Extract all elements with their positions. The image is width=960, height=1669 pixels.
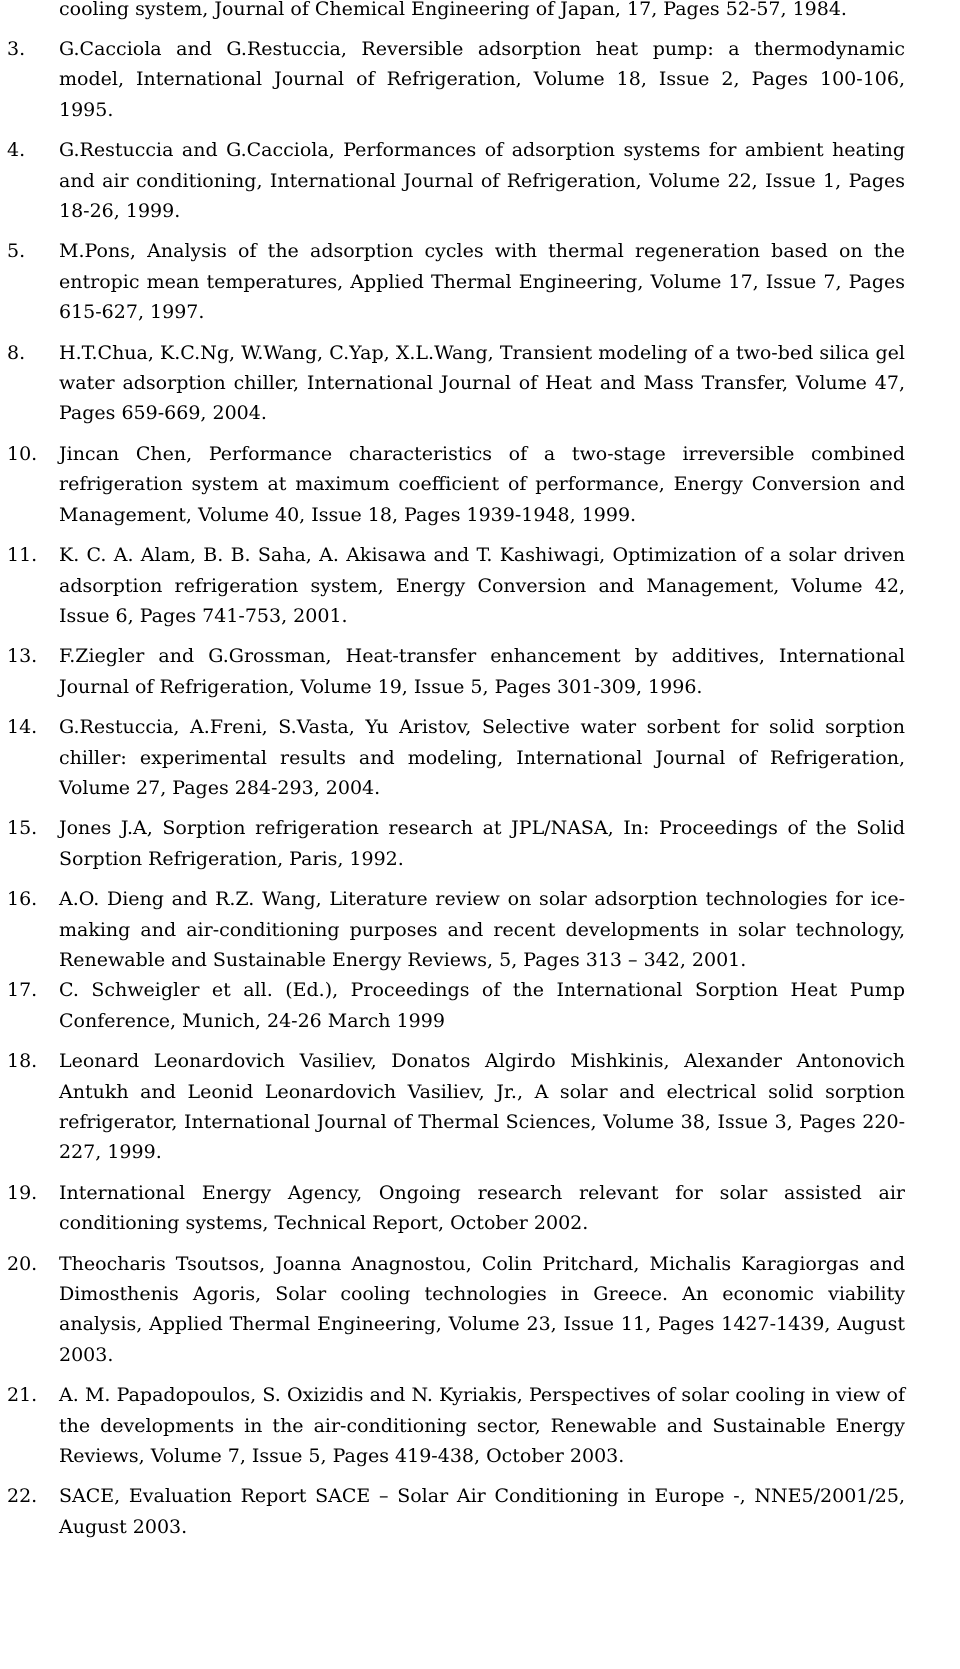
reference-text: International Energy Agency, Ongoing research relevant for solar assisted air conditioning systems, Technical Report, October 2002. (59, 1181, 905, 1235)
reference-number: 8. (7, 341, 26, 364)
reference-text: Jincan Chen, Performance characteristics of a two-stage irreversible combined refrigeration system at maximum coefficient of performance, Energy Conversion and Management, Volume 40, Issue 18, Pages 1939-1948, 1999. (59, 442, 905, 526)
reference-item (7, 641, 905, 702)
reference-number: 10. (7, 442, 38, 465)
reference-item (7, 975, 905, 1036)
reference-text: G.Restuccia and G.Cacciola, Performances of adsorption systems for ambient heating and air conditioning, International Journal of Refrigeration, Volume 22, Issue 1, Pages 18-26, 1999. (59, 139, 905, 223)
reference-list (7, 34, 905, 1542)
reference-number: 13. (7, 645, 38, 668)
reference-number: 17. (7, 979, 38, 1002)
reference-number: 20. (7, 1252, 38, 1275)
reference-continuation: cooling system, Journal of Chemical Engineering of Japan, 17, Pages 52-57, 1984. (59, 0, 847, 20)
reference-item (7, 338, 905, 429)
reference-item (7, 712, 905, 803)
reference-item (7, 1481, 905, 1542)
reference-text: Theocharis Tsoutsos, Joanna Anagnostou, Colin Pritchard, Michalis Karagiorgas and Dimosthenis Agoris, Solar cooling technologies in Greece. An economic viability analysis, Applied Thermal Engineering, Volume 23, Issue 11, Pages 1427-1439, August 2003. (59, 1252, 905, 1366)
reference-text: G.Cacciola and G.Restuccia, Reversible adsorption heat pump: a thermodynamic model, International Journal of Refrigeration, Volume 18, Issue 2, Pages 100-106, 1995. (59, 38, 905, 121)
reference-item (7, 884, 905, 975)
reference-text: G.Restuccia, A.Freni, S.Vasta, Yu Aristov, Selective water sorbent for solid sorption chiller: experimental results and modeling, International Journal of Refrigeration, Volume 27, Pages 284-293, 2004. (59, 716, 905, 799)
reference-item (7, 236, 905, 327)
reference-number: 21. (7, 1384, 38, 1407)
reference-item (7, 439, 905, 530)
reference-number: 16. (7, 888, 38, 911)
reference-number: 5. (7, 240, 26, 263)
reference-text: K. C. A. Alam, B. B. Saha, A. Akisawa and T. Kashiwagi, Optimization of a solar driven adsorption refrigeration system, Energy Conversion and Management, Volume 42, Issue 6, Pages 741-753, 2001. (59, 544, 905, 627)
reference-number: 22. (7, 1485, 38, 1508)
reference-text: H.T.Chua, K.C.Ng, W.Wang, C.Yap, X.L.Wang, Transient modeling of a two-bed silica gel water adsorption chiller, International Journal of Heat and Mass Transfer, Volume 47, Pages 659-669, 2004. (59, 341, 905, 425)
reference-item (7, 135, 905, 226)
reference-item (7, 813, 905, 874)
reference-text: M.Pons, Analysis of the adsorption cycles with thermal regeneration based on the entropic mean temperatures, Applied Thermal Engineering, Volume 17, Issue 7, Pages 615-627, 1997. (59, 240, 905, 324)
reference-number: 11. (7, 544, 38, 567)
reference-item (7, 1380, 905, 1471)
reference-text: A.O. Dieng and R.Z. Wang, Literature review on solar adsorption technologies for ice-making and air-conditioning purposes and recent developments in solar technology, Renewable and Sustainable Energy Reviews, 5, Pages 313 – 342, 2001. (59, 888, 905, 971)
reference-text: C. Schweigler et all. (Ed.), Proceedings of the International Sorption Heat Pump Conference, Munich, 24-26 March 1999 (59, 979, 905, 1032)
reference-number: 4. (7, 139, 26, 162)
reference-text: Jones J.A, Sorption refrigeration research at JPL/NASA, In: Proceedings of the Solid Sorption Refrigeration, Paris, 1992. (59, 817, 905, 870)
reference-number: 18. (7, 1050, 38, 1073)
reference-number: 19. (7, 1181, 38, 1204)
reference-item (7, 1249, 905, 1371)
reference-text: Leonard Leonardovich Vasiliev, Donatos Algirdo Mishkinis, Alexander Antonovich Antukh and Leonid Leonardovich Vasiliev, Jr., A solar and electrical solid sorption refrigerator, International Journal of Thermal Sciences, Volume 38, Issue 3, Pages 220-227, 1999. (59, 1050, 905, 1164)
reference-text: SACE, Evaluation Report SACE – Solar Air Conditioning in Europe -, NNE5/2001/25, August 2003. (59, 1485, 905, 1538)
reference-item (7, 1046, 905, 1168)
reference-number: 15. (7, 817, 38, 840)
reference-text: A. M. Papadopoulos, S. Oxizidis and N. Kyriakis, Perspectives of solar cooling in view of the developments in the air-conditioning sector, Renewable and Sustainable Energy Reviews, Volume 7, Issue 5, Pages 419-438, October 2003. (59, 1384, 905, 1468)
reference-item (7, 34, 905, 125)
reference-text: F.Ziegler and G.Grossman, Heat-transfer enhancement by additives, International Journal of Refrigeration, Volume 19, Issue 5, Pages 301-309, 1996. (59, 645, 905, 698)
reference-number: 14. (7, 716, 38, 739)
reference-item (7, 540, 905, 631)
reference-item (7, 1178, 905, 1239)
reference-number: 3. (7, 38, 26, 60)
